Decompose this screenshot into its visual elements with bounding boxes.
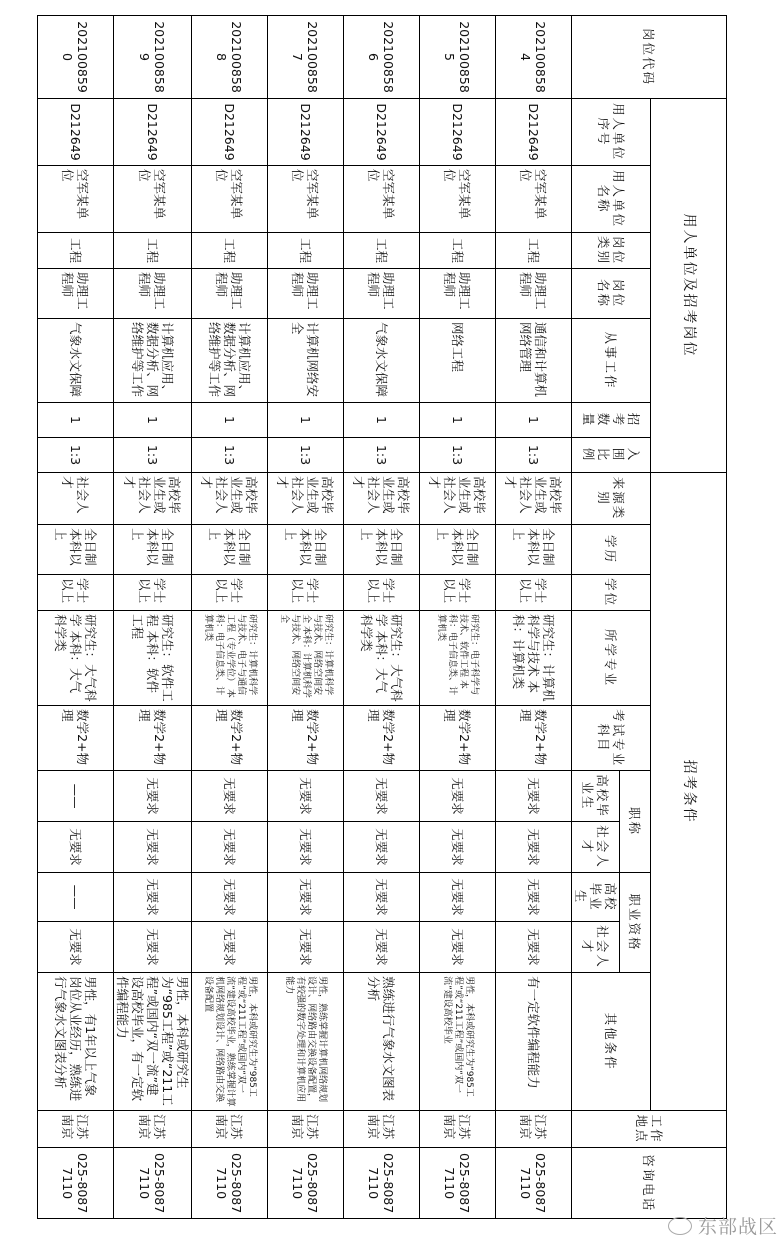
cell-q-social: 无要求 xyxy=(192,922,268,973)
header-degree: 学位 xyxy=(572,575,651,611)
cell-other: 男性，本科或研究生为“985工程”或“211工程”或国内“双一流”建设高校毕业，有一定软件编程能力 xyxy=(114,973,192,1111)
cell-q-social: 无要求 xyxy=(38,922,114,973)
cell-major: 研究生：计算机科学与技术、电子与通信工程（专业学位） 本科：电子信息类、计算机类 xyxy=(192,611,268,706)
cell-code: 2021008584 xyxy=(496,16,572,99)
cell-other: 男性，本科或研究生为“985工程”或“211工程”或国内“双一流”建设高校毕业 xyxy=(420,973,496,1111)
cell-edu: 全日制本科以上 xyxy=(268,525,344,575)
rotated-table-wrapper xyxy=(42,15,727,1218)
cell-q-social: 无要求 xyxy=(420,922,496,973)
cell-ratio: 1:3 xyxy=(344,438,420,473)
cell-work: 计算机网络安全 xyxy=(268,319,344,403)
header-edu: 学历 xyxy=(572,525,651,575)
wechat-icon xyxy=(668,1217,692,1235)
cell-work: 计算机应用、数据分析、网络维护等工作 xyxy=(192,319,268,403)
cell-unit-name: 空军某单位 xyxy=(114,166,192,233)
header-unit-name: 用人单位名称 xyxy=(572,166,651,233)
cell-work: 计算机应用、数据分析、网络维护等工作 xyxy=(114,319,192,403)
cell-unit-no: D212649 xyxy=(192,99,268,166)
cell-post-type: 工程 xyxy=(114,233,192,269)
header-place: 工作地点 xyxy=(572,1111,727,1148)
cell-q-social: 无要求 xyxy=(114,922,192,973)
cell-degree: 学士以上 xyxy=(114,575,192,611)
cell-post-name: 助理工程师 xyxy=(114,269,192,319)
cell-count: 1 xyxy=(192,403,268,438)
header-qual: 职业资格 xyxy=(620,873,651,973)
cell-t-social: 无要求 xyxy=(496,822,572,873)
cell-ratio: 1:3 xyxy=(496,438,572,473)
cell-edu: 全日制本科以上 xyxy=(496,525,572,575)
header-qual-social: 社会人才 xyxy=(572,922,620,973)
cell-code: 2021008589 xyxy=(114,16,192,99)
cell-q-social: 无要求 xyxy=(344,922,420,973)
cell-ratio: 1:3 xyxy=(268,438,344,473)
cell-t-grad: 无要求 xyxy=(420,771,496,822)
cell-exam: 数学2+物理 xyxy=(268,706,344,771)
cell-edu: 全日制本科以上 xyxy=(344,525,420,575)
cell-other: 男性，本科或研究生为“985工程”或“211工程”或国内“双一流”建设高校毕业，熟练掌握计算机网络规划设计、网络路由交换设备配置 xyxy=(192,973,268,1111)
header-group-unit: 用人单位及招考岗位 xyxy=(651,99,727,473)
cell-unit-name: 空军某单位 xyxy=(192,166,268,233)
header-title-social: 社会人才 xyxy=(572,822,620,873)
cell-unit-name: 空军某单位 xyxy=(420,166,496,233)
cell-q-grad: 无要求 xyxy=(114,873,192,922)
cell-unit-name: 空军某单位 xyxy=(38,166,114,233)
cell-unit-no: D212649 xyxy=(496,99,572,166)
cell-unit-name: 空军某单位 xyxy=(496,166,572,233)
cell-t-social: 无要求 xyxy=(268,822,344,873)
cell-other: 男性，熟练掌握计算机网络规划设计、网络路由交换设备配置，有较强的数字处理和计算机应用能力 xyxy=(268,973,344,1111)
cell-degree: 学士以上 xyxy=(344,575,420,611)
cell-phone: 025-80877110 xyxy=(114,1148,192,1219)
cell-other: 男性，有1年以上气象岗位从业经历，熟练进行气象水文图表分析 xyxy=(38,973,114,1111)
cell-count: 1 xyxy=(420,403,496,438)
cell-q-grad: 无要求 xyxy=(344,873,420,922)
cell-ratio: 1:3 xyxy=(420,438,496,473)
cell-count: 1 xyxy=(38,403,114,438)
cell-post-name: 助理工程师 xyxy=(420,269,496,319)
cell-post-name: 助理工程师 xyxy=(192,269,268,319)
table-row xyxy=(420,16,496,1219)
cell-post-type: 工程 xyxy=(344,233,420,269)
cell-unit-no: D212649 xyxy=(114,99,192,166)
header-title: 职称 xyxy=(620,771,651,873)
cell-phone: 025-80877110 xyxy=(268,1148,344,1219)
header-source: 来源类别 xyxy=(572,473,651,525)
cell-ratio: 1:3 xyxy=(114,438,192,473)
cell-major: 研究生：电子科学与技术、软件工程 本科：电子信息类、计算机类 xyxy=(420,611,496,706)
cell-phone: 025-80877110 xyxy=(496,1148,572,1219)
cell-unit-no: D212649 xyxy=(268,99,344,166)
cell-edu: 全日制本科以上 xyxy=(38,525,114,575)
cell-q-grad: 无要求 xyxy=(420,873,496,922)
cell-major: 研究生：计算机科学与技术、网络空间安全 本科：计算机科学与技术、网络空间安全 xyxy=(268,611,344,706)
cell-unit-name: 空军某单位 xyxy=(268,166,344,233)
cell-code: 2021008587 xyxy=(268,16,344,99)
header-post-type: 岗位类别 xyxy=(572,233,651,269)
cell-place: 江苏南京 xyxy=(268,1111,344,1148)
header-title-grad: 高校毕业生 xyxy=(572,771,620,822)
watermark-text: 东部战区 xyxy=(698,1216,778,1238)
recruitment-table xyxy=(37,15,727,1219)
cell-q-grad: 无要求 xyxy=(192,873,268,922)
cell-major: 研究生：计算机科学与技术 本科：计算机类 xyxy=(496,611,572,706)
cell-t-grad: —— xyxy=(38,771,114,822)
cell-t-social: 无要求 xyxy=(114,822,192,873)
cell-t-social: 无要求 xyxy=(38,822,114,873)
cell-code: 2021008590 xyxy=(38,16,114,99)
cell-q-grad: 无要求 xyxy=(268,873,344,922)
cell-phone: 025-80877110 xyxy=(344,1148,420,1219)
cell-t-grad: 无要求 xyxy=(268,771,344,822)
cell-count: 1 xyxy=(496,403,572,438)
cell-work: 气象水文保障 xyxy=(38,319,114,403)
cell-t-grad: 无要求 xyxy=(114,771,192,822)
cell-degree: 学士以上 xyxy=(496,575,572,611)
cell-place: 江苏南京 xyxy=(114,1111,192,1148)
cell-major: 研究生：大气科学 本科：大气科学类 xyxy=(344,611,420,706)
cell-code: 2021008585 xyxy=(420,16,496,99)
cell-code: 2021008586 xyxy=(344,16,420,99)
cell-exam: 数学2+物理 xyxy=(420,706,496,771)
cell-source: 社会人才 xyxy=(38,473,114,525)
cell-post-type: 工程 xyxy=(192,233,268,269)
cell-q-grad: 无要求 xyxy=(496,873,572,922)
cell-q-grad: —— xyxy=(38,873,114,922)
cell-ratio: 1:3 xyxy=(38,438,114,473)
cell-edu: 全日制本科以上 xyxy=(420,525,496,575)
cell-unit-no: D212649 xyxy=(344,99,420,166)
header-ratio: 入围比例 xyxy=(572,438,651,473)
cell-place: 江苏南京 xyxy=(38,1111,114,1148)
cell-ratio: 1:3 xyxy=(192,438,268,473)
cell-source: 高校毕业生或社会人才 xyxy=(420,473,496,525)
cell-degree: 学士以上 xyxy=(38,575,114,611)
cell-post-type: 工程 xyxy=(38,233,114,269)
cell-other: 有一定软件编程能力 xyxy=(496,973,572,1111)
cell-edu: 全日制本科以上 xyxy=(114,525,192,575)
table-row xyxy=(192,16,268,1219)
table-row xyxy=(114,16,192,1219)
cell-work: 气象水文保障 xyxy=(344,319,420,403)
cell-post-type: 工程 xyxy=(496,233,572,269)
cell-place: 江苏南京 xyxy=(344,1111,420,1148)
cell-exam: 数学2+物理 xyxy=(344,706,420,771)
cell-place: 江苏南京 xyxy=(192,1111,268,1148)
cell-t-grad: 无要求 xyxy=(192,771,268,822)
cell-source: 高校毕业生或社会人才 xyxy=(496,473,572,525)
header-count: 招考数量 xyxy=(572,403,651,438)
cell-place: 江苏南京 xyxy=(420,1111,496,1148)
header-unit-no: 用人单位序号 xyxy=(572,99,651,166)
cell-degree: 学士以上 xyxy=(192,575,268,611)
header-group-conditions: 招考条件 xyxy=(651,473,727,1111)
cell-post-name: 助理工程师 xyxy=(496,269,572,319)
cell-phone: 025-80877110 xyxy=(420,1148,496,1219)
cell-edu: 全日制本科以上 xyxy=(192,525,268,575)
cell-count: 1 xyxy=(114,403,192,438)
header-other: 其他条件 xyxy=(572,973,651,1111)
cell-phone: 025-80877110 xyxy=(38,1148,114,1219)
table-row xyxy=(344,16,420,1219)
cell-q-social: 无要求 xyxy=(268,922,344,973)
cell-t-social: 无要求 xyxy=(344,822,420,873)
cell-post-name: 助理工程师 xyxy=(38,269,114,319)
cell-degree: 学士以上 xyxy=(420,575,496,611)
cell-post-type: 工程 xyxy=(420,233,496,269)
cell-source: 高校毕业生或社会人才 xyxy=(344,473,420,525)
cell-t-grad: 无要求 xyxy=(496,771,572,822)
cell-work: 网络工程 xyxy=(420,319,496,403)
cell-work: 通信和计算机网络管理 xyxy=(496,319,572,403)
cell-t-social: 无要求 xyxy=(420,822,496,873)
cell-unit-no: D212649 xyxy=(38,99,114,166)
cell-degree: 学士以上 xyxy=(268,575,344,611)
cell-t-grad: 无要求 xyxy=(344,771,420,822)
table-row xyxy=(268,16,344,1219)
cell-post-type: 工程 xyxy=(268,233,344,269)
cell-exam: 数学2+物理 xyxy=(192,706,268,771)
header-code: 岗位代码 xyxy=(572,16,727,99)
cell-unit-no: D212649 xyxy=(420,99,496,166)
cell-exam: 数学2+物理 xyxy=(114,706,192,771)
cell-source: 高校毕业生或社会人才 xyxy=(268,473,344,525)
cell-post-name: 助理工程师 xyxy=(268,269,344,319)
header-work: 从事工作 xyxy=(572,319,651,403)
header-qual-grad: 高校毕业生 xyxy=(572,873,620,922)
table-row xyxy=(38,16,114,1219)
cell-q-social: 无要求 xyxy=(496,922,572,973)
header-major: 所学专业 xyxy=(572,611,651,706)
cell-source: 高校毕业生或社会人才 xyxy=(114,473,192,525)
cell-phone: 025-80877110 xyxy=(192,1148,268,1219)
cell-exam: 数学2+物理 xyxy=(496,706,572,771)
header-post-name: 岗位名称 xyxy=(572,269,651,319)
cell-major: 研究生：软件工程 本科：软件工程 xyxy=(114,611,192,706)
cell-other: 熟练进行气象水文图表分析 xyxy=(344,973,420,1111)
cell-exam: 数学2+物理 xyxy=(38,706,114,771)
cell-source: 高校毕业生或社会人才 xyxy=(192,473,268,525)
cell-unit-name: 空军某单位 xyxy=(344,166,420,233)
cell-count: 1 xyxy=(344,403,420,438)
watermark xyxy=(668,1212,778,1239)
cell-place: 江苏南京 xyxy=(496,1111,572,1148)
header-exam: 考试专业科目 xyxy=(572,706,651,771)
cell-code: 2021008588 xyxy=(192,16,268,99)
cell-t-social: 无要求 xyxy=(192,822,268,873)
cell-major: 研究生：大气科学 本科：大气科学类 xyxy=(38,611,114,706)
table-row xyxy=(496,16,572,1219)
cell-post-name: 助理工程师 xyxy=(344,269,420,319)
header-phone: 咨询电话 xyxy=(572,1148,727,1219)
cell-count: 1 xyxy=(268,403,344,438)
